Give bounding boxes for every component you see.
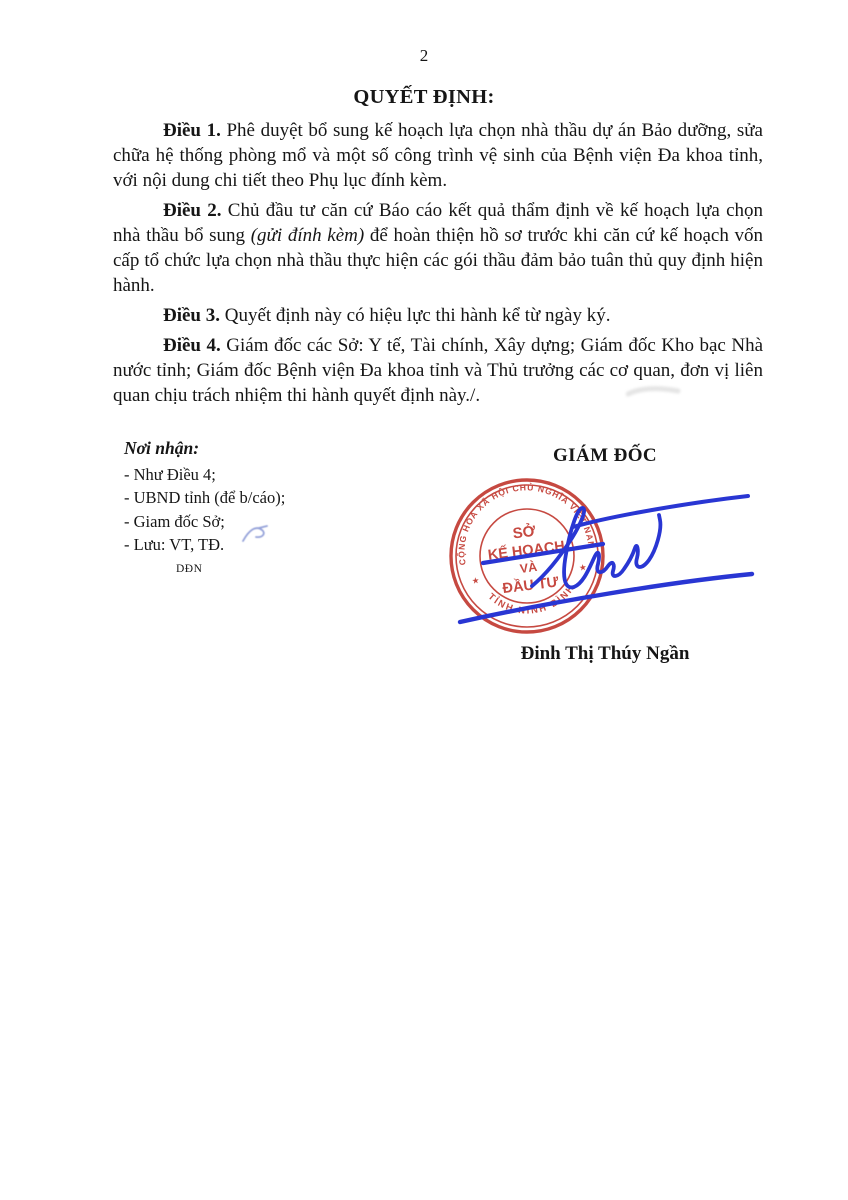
- faint-smudge: [626, 384, 682, 400]
- article-4-text: Giám đốc các Sở: Y tế, Tài chính, Xây dựng; Giám đốc Kho bạc Nhà nước tỉnh; Giám đốc Bệnh viện Đa khoa tỉnh và Thủ trưởng các cơ quan, đơn vị liên quan chịu trách nhiệm thi hành quyết định này./.: [113, 335, 764, 406]
- recipients-note: DĐN: [176, 562, 203, 575]
- article-4-label: Điều 4.: [163, 335, 221, 356]
- article-1-label: Điều 1.: [163, 120, 221, 141]
- stamp-center-line-2: KẾ HOẠCH: [487, 538, 566, 564]
- signature-title: GIÁM ĐỐC: [553, 445, 657, 466]
- stamp-ring-bottom-text: TỈNH NINH BÌNH: [486, 581, 577, 616]
- stamp-center-line-3: VÀ: [518, 559, 538, 576]
- article-2-label: Điều 2.: [163, 200, 222, 221]
- stamp-center-line-1: SỞ: [511, 522, 537, 543]
- article-3-label: Điều 3.: [163, 305, 220, 326]
- recipients-heading: Nơi nhận:: [124, 438, 200, 458]
- signature-block: [440, 445, 770, 680]
- signature-scrawl: [440, 468, 770, 643]
- stamp-center-line-4: ĐẦU TƯ: [501, 574, 560, 598]
- article-2: [113, 198, 763, 298]
- article-2-text-post: để hoàn thiện hồ sơ trước khi căn cứ kế hoạch vốn cấp tổ chức lựa chọn nhà thầu thực hiện các gói thầu đảm bảo tuân thủ quy định hiện hành.: [113, 225, 764, 296]
- recipient-line-3: - Giam đốc Sở;: [124, 511, 225, 531]
- recipients-block: [124, 437, 285, 581]
- article-2-text-italic: (gửi đính kèm): [250, 225, 365, 246]
- stamp-ring-top-text: CỘNG HÒA XÃ HỘI CHỦ NGHĨA VIỆT NAM: [456, 482, 597, 566]
- page-number: 2: [419, 46, 429, 65]
- signer-name: Đinh Thị Thúy Ngần: [520, 643, 690, 664]
- article-2-text-pre: Chủ đầu tư căn cứ Báo cáo kết quả thẩm định về kế hoạch lựa chọn nhà thầu bổ sung: [113, 200, 764, 246]
- recipient-line-2: - UBND tỉnh (để b/cáo);: [124, 488, 286, 507]
- stamp-star-left: ★: [471, 575, 480, 586]
- article-3-text: Quyết định này có hiệu lực thi hành kể từ ngày ký.: [220, 305, 611, 326]
- articles-section: [113, 118, 763, 413]
- article-1-text: Phê duyệt bổ sung kế hoạch lựa chọn nhà thầu dự án Bảo dưỡng, sửa chữa hệ thống phòng mổ và một số công trình vệ sinh của Bệnh viện Đa khoa tỉnh, với nội dung chi tiết theo Phụ lục đính kèm.: [113, 120, 763, 191]
- article-1: [113, 118, 763, 193]
- article-3: [113, 303, 763, 328]
- stamp-star-right: ★: [578, 561, 588, 573]
- recipient-line-1: - Như Điều 4;: [124, 464, 216, 484]
- recipient-line-4: - Lưu: VT, TĐ.: [124, 535, 225, 554]
- doc-title: QUYẾT ĐỊNH:: [353, 86, 495, 108]
- paraph-mark: [239, 522, 275, 546]
